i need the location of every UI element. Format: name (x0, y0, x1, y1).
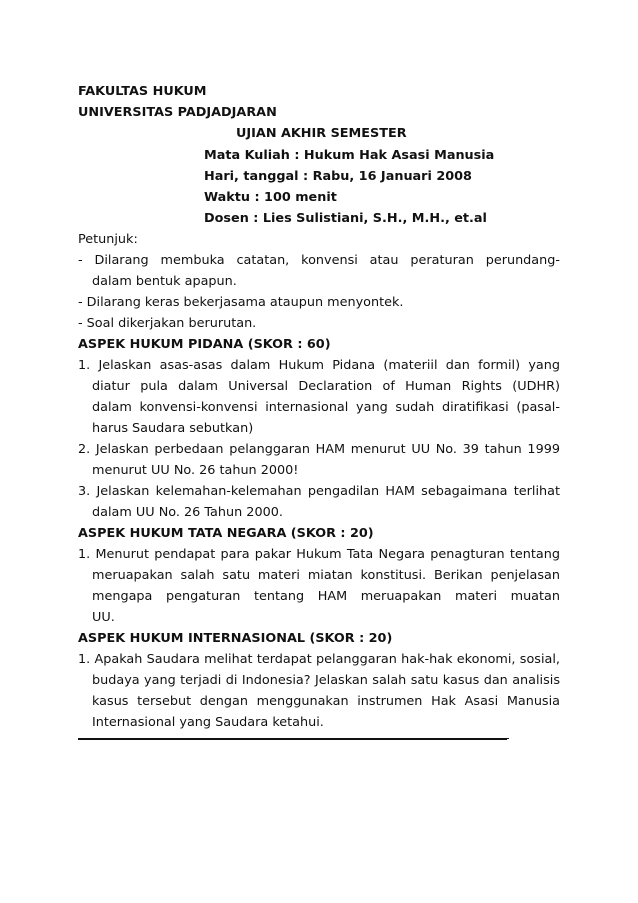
question-line: dalam UU No. 26 Tahun 2000. (92, 505, 283, 520)
instructions-title: Petunjuk: (78, 232, 138, 247)
exam-title: UJIAN AKHIR SEMESTER (236, 126, 407, 141)
date-line: Hari, tanggal : Rabu, 16 Januari 2008 (204, 169, 472, 184)
section-heading-tata-negara: ASPEK HUKUM TATA NEGARA (SKOR : 20) (78, 526, 374, 541)
end-rule-dash: - (505, 731, 510, 746)
question-line: mengapa pengaturan tentang HAM meruapakan materi muatan (92, 589, 560, 604)
section-heading-pidana: ASPEK HUKUM PIDANA (SKOR : 60) (78, 337, 331, 352)
question-line: 1. Menurut pendapat para pakar Hukum Tata Negara penagturan tentang (78, 547, 560, 562)
question-line: kasus tersebut dengan menggunakan instrumen Hak Asasi Manusia (92, 694, 560, 709)
question-line: menurut UU No. 26 tahun 2000! (92, 463, 299, 478)
question-line: 1. Apakah Saudara melihat terdapat pelanggaran hak-hak ekonomi, sosial, (78, 652, 560, 667)
instruction-item-1-cont: dalam bentuk apapun. (92, 274, 237, 289)
section-heading-internasional: ASPEK HUKUM INTERNASIONAL (SKOR : 20) (78, 631, 393, 646)
faculty-name: FAKULTAS HUKUM (78, 84, 207, 99)
instruction-item-1: - Dilarang membuka catatan, konvensi atau peraturan perundang- (78, 253, 560, 268)
instruction-item-3: - Soal dikerjakan berurutan. (78, 316, 257, 331)
question-line: meruapakan salah satu materi miatan konstitusi. Berikan penjelasan (92, 568, 560, 583)
question-line: 3. Jelaskan kelemahan-kelemahan pengadilan HAM sebagaimana terlihat (78, 484, 560, 499)
course-line: Mata Kuliah : Hukum Hak Asasi Manusia (204, 148, 495, 163)
university-name: UNIVERSITAS PADJADJARAN (78, 105, 277, 120)
question-line: dalam konvensi-konvensi internasional yang sudah diratifikasi (pasal- (92, 400, 560, 415)
lecturer-line: Dosen : Lies Sulistiani, S.H., M.H., et.al (204, 211, 487, 226)
question-line: Internasional yang Saudara ketahui. (92, 715, 324, 730)
question-line: budaya yang terjadi di Indonesia? Jelaskan salah satu kasus dan analisis (92, 673, 560, 688)
question-line: 2. Jelaskan perbedaan pelanggaran HAM menurut UU No. 39 tahun 1999 (78, 442, 560, 457)
question-line: harus Saudara sebutkan) (92, 421, 254, 436)
question-line: diatur pula dalam Universal Declaration of Human Rights (UDHR) (92, 379, 560, 394)
instruction-item-2: - Dilarang keras bekerjasama ataupun menyontek. (78, 295, 404, 310)
duration-line: Waktu : 100 menit (204, 190, 337, 205)
question-line: UU. (92, 610, 115, 625)
question-line: 1. Jelaskan asas-asas dalam Hukum Pidana (materiil dan formil) yang (78, 358, 560, 373)
end-rule (78, 738, 507, 740)
